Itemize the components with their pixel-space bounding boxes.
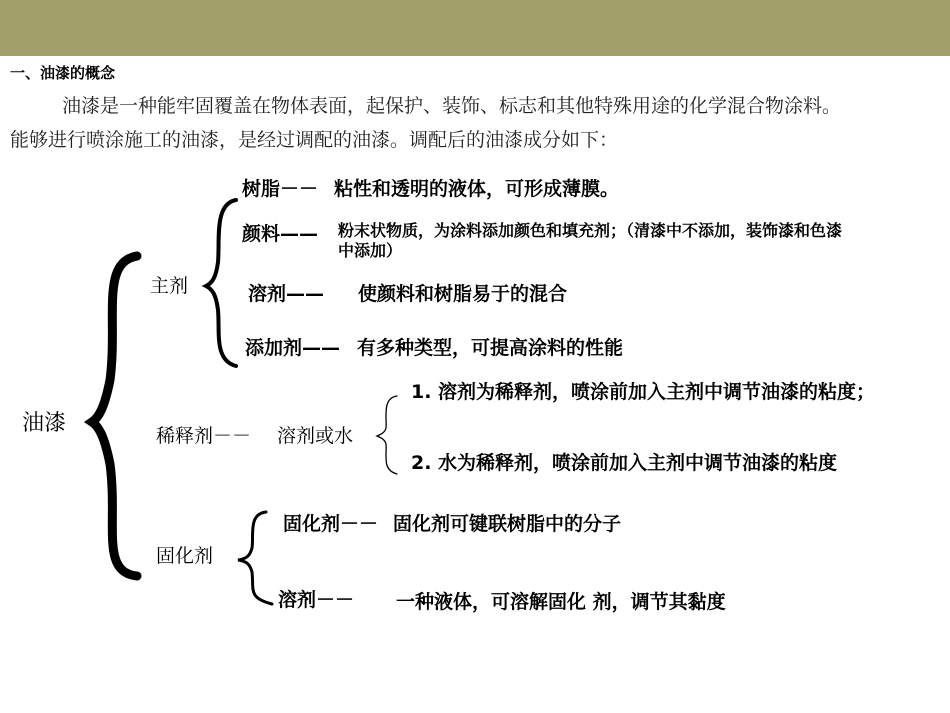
additive-desc: 有多种类型，可提高涂料的性能	[357, 337, 624, 359]
root-brace	[92, 256, 137, 576]
main-agent-label: 主剂	[150, 275, 189, 297]
pigment-name: 颜料——	[242, 223, 319, 245]
pigment-desc-line2: 中添加）	[338, 241, 403, 260]
thinner-value: 溶剂或水	[277, 425, 354, 447]
hardener-item-name: 固化剂－－	[283, 513, 379, 535]
intro-line-2: 能够进行喷涂施工的油漆，是经过调配的油漆。调配后的油漆成分如下：	[10, 129, 619, 151]
solvent-desc: 使颜料和树脂易于的混合	[358, 283, 568, 305]
additive-name: 添加剂——	[245, 337, 341, 359]
thinner-note-2: 2. 水为稀释剂，喷涂前加入主剂中调节油漆的粘度	[411, 452, 838, 474]
thinner-label: 稀释剂－－	[156, 425, 252, 447]
hardener-solvent-name: 溶剂－－	[278, 589, 355, 611]
hardener-brace	[238, 512, 272, 604]
intro-line-1: 油漆是一种能牢固覆盖在物体表面，起保护、装饰、标志和其他特殊用途的化学混合物涂料。	[62, 95, 842, 117]
root-label: 油漆	[22, 411, 67, 436]
thinner-note-1: 1. 溶剂为稀释剂，喷涂前加入主剂中调节油漆的粘度；	[411, 381, 876, 403]
section-title: 一、油漆的概念	[10, 64, 116, 82]
resin-name: 树脂－－	[242, 178, 319, 200]
hardener-item-desc: 固化剂可键联树脂中的分子	[393, 513, 622, 535]
hardener-solvent-desc: 一种液体，可溶解固化 剂，调节其黏度	[396, 591, 726, 613]
solvent-name: 溶剂——	[248, 283, 325, 305]
pigment-desc-line1: 粉末状物质，为涂料添加颜色和填充剂；（清漆中不添加，装饰漆和色漆	[338, 221, 843, 240]
main-agent-brace	[206, 200, 236, 366]
hardener-label: 固化剂	[156, 545, 214, 567]
thinner-brace	[377, 396, 397, 474]
resin-desc: 粘性和透明的液体，可形成薄膜。	[334, 178, 620, 200]
